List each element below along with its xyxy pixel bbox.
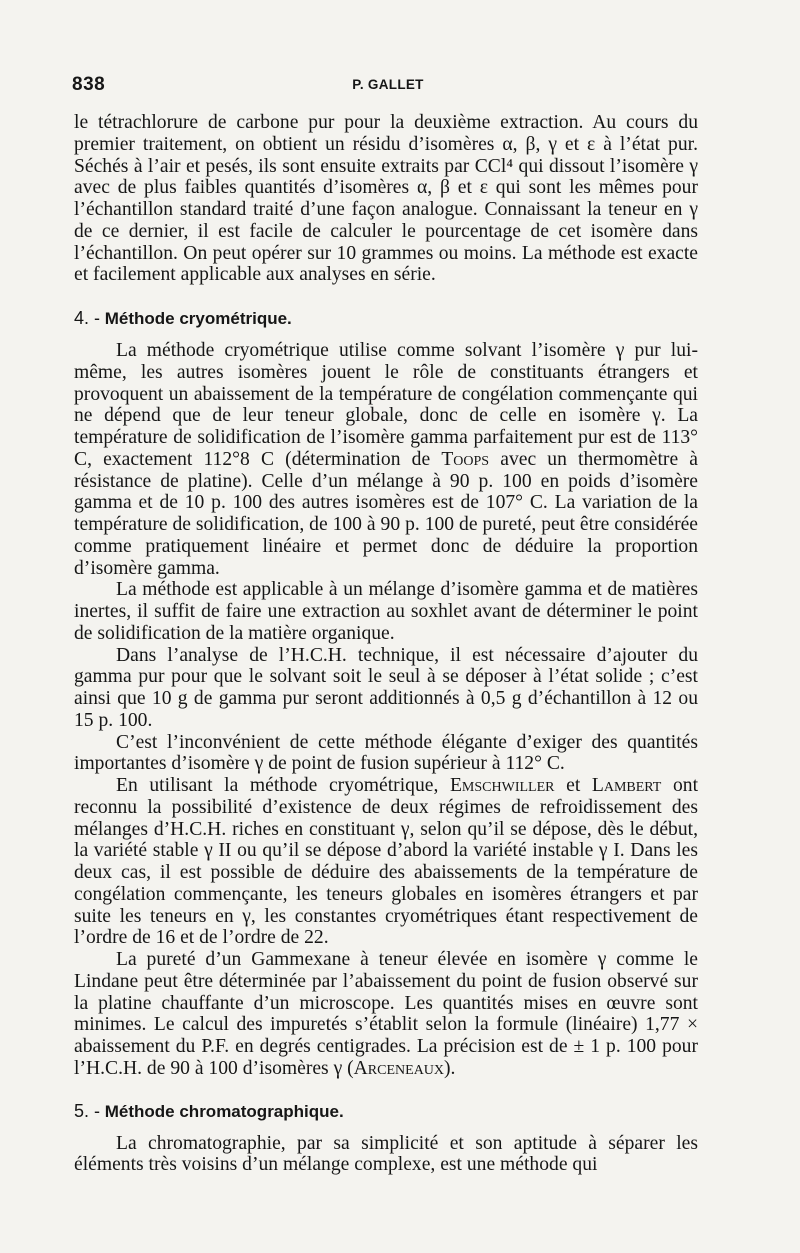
author-name: Toops xyxy=(441,448,490,470)
section-title: Méthode chromatographique. xyxy=(104,1101,344,1121)
author-name: Lambert xyxy=(591,775,662,796)
section-number: 5. - xyxy=(74,1100,101,1121)
page-header xyxy=(72,74,704,100)
paragraph: Dans l’analyse de l’H.C.H. technique, il est nécessaire d’ajouter du gamma pur pour que le solvant soit le seul à se déposer à l’état solide ; c’est ainsi que 10 g de gamma pur seront additionnés à 0,5 g d’échantillon à 12 ou 15 p. 100. xyxy=(74,644,698,731)
paragraph xyxy=(74,949,698,1080)
paragraph-text: La méthode cryométrique utilise comme solvant l’isomère γ pur lui-même, les autres isomères jouent le rôle de constituants étrangers et provoquent un abaissement de la température de congélation commençante qui ne dépend que de leur teneur globale, donc de celle en isomère γ. La température de solidification de l’isomère gamma parfaitement pur est de 113° C, exactement 112°8 C (détermination de xyxy=(74,340,698,470)
section-number: 4. - xyxy=(74,308,101,328)
paragraph-continued: le tétrachlorure de carbone pur pour la deuxième extraction. Au cours du premier traitement, on obtient un résidu d’isomères α, β, γ et ε à l’état pur. Séchés à l’air et pesés, ils sont ensuite extraits par CCl⁴ qui dissout l’isomère γ avec de plus faibles quantités d’isomères α, β et ε qui sont les mêmes pour l’échantillon standard traité d’une façon analogue. Connaissant la teneur en γ de ce dernier, il est facile de calculer le pourcentage de cet isomère dans l’échantillon. On peut opérer sur 10 grammes ou moins. La méthode est exacte et facilement applicable aux analyses en série. xyxy=(74,112,698,286)
paragraph xyxy=(74,775,698,949)
page-number: 838 xyxy=(72,74,106,95)
paragraph: C’est l’inconvénient de cette méthode élégante d’exiger des quantités importantes d’isomère γ de point de fusion supérieur à 112° C. xyxy=(74,731,698,775)
section-heading-5 xyxy=(74,1100,698,1123)
paragraph-text: et xyxy=(554,775,592,796)
running-title: P. GALLET xyxy=(352,77,424,92)
author-name: Emschwiller xyxy=(449,775,555,796)
paragraph: La méthode est applicable à un mélange d’isomère gamma et de matières inertes, il suffit de faire une extraction au soxhlet avant de déterminer le point de solidification de la matière organique. xyxy=(74,579,698,644)
paragraph: La chromatographie, par sa simplicité et son aptitude à séparer les éléments très voisins d’un mélange complexe, est une méthode qui xyxy=(74,1132,698,1176)
section-title: Méthode cryométrique. xyxy=(104,309,292,328)
paragraph xyxy=(74,340,698,579)
paragraph-text: La pureté d’un Gammexane à teneur élevée en isomère γ comme le Lindane peut être déterminée par l’abaissement du point de fusion observé sur la platine chauffante d’un microscope. Les quantités mises en œuvre sont minimes. Le calcul des impuretés s’établit selon la formule (linéaire) 1,77 × abaissement du P.F. en degrés centigrades. La précision est de ± 1 p. 100 pour l’H.C.H. de 90 à 100 d’isomères γ ( xyxy=(74,949,698,1079)
paragraph-text: avec un thermomètre à résistance de platine). Celle d’un mélange à 90 p. 100 en poids d’isomère gamma et de 10 p. 100 des autres isomères est de 107° C. La variation de la température de solidification, de 100 à 90 p. 100 de pureté, peut être considérée comme pratiquement linéaire et permet donc de déduire la proportion d’isomère gamma. xyxy=(74,448,699,579)
section-heading-4 xyxy=(74,307,698,330)
paragraph-text: En utilisant la méthode cryométrique, xyxy=(116,775,450,796)
paragraph-text: ont reconnu la possibilité d’existence de deux régimes de refroidissement des mélanges d’H.C.H. riches en constituant γ, selon qu’il se dépose, dès le début, la variété stable γ II ou qu’il se dépose d’abord la variété instable γ I. Dans les deux cas, il est possible de déduire des abaissements de la température de congélation commençante, les teneurs globales en isomères étrangers et par suite les teneurs en γ, les constantes cryométriques étant respectivement de l’ordre de 16 et de l’ordre de 22. xyxy=(74,775,699,949)
body-text xyxy=(74,112,698,1176)
paragraph-text: ). xyxy=(444,1057,456,1079)
author-name: Arceneaux xyxy=(353,1057,445,1079)
